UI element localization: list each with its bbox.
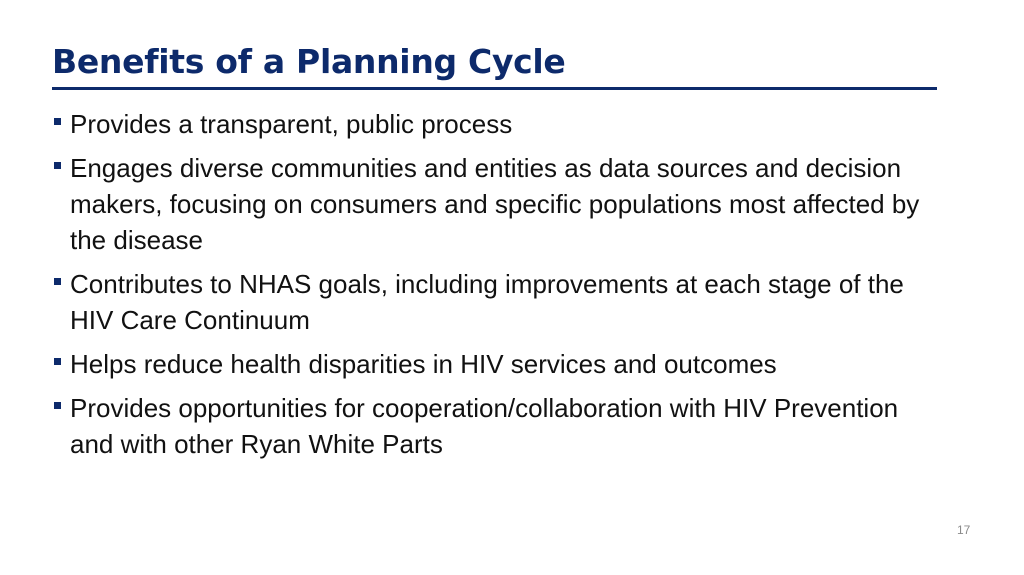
bullet-item (54, 266, 934, 338)
bullet-item (54, 150, 934, 258)
bullet-text: Engages diverse communities and entities as data sources and decision makers, focusing on consumers and specific populations most affected by the disease (70, 153, 920, 255)
bullet-list (54, 106, 934, 470)
bullet-text: Contributes to NHAS goals, including improvements at each stage of the HIV Care Continuum (70, 269, 904, 335)
square-bullet-icon (54, 118, 61, 125)
bullet-item (54, 390, 934, 462)
square-bullet-icon (54, 402, 61, 409)
square-bullet-icon (54, 358, 61, 365)
bullet-text: Provides opportunities for cooperation/collaboration with HIV Prevention and with other Ryan White Parts (70, 393, 899, 459)
bullet-text: Helps reduce health disparities in HIV services and outcomes (70, 349, 777, 379)
bullet-item (54, 346, 934, 382)
title-underline (52, 87, 937, 90)
square-bullet-icon (54, 278, 61, 285)
bullet-text: Provides a transparent, public process (70, 109, 513, 139)
bullet-item (54, 106, 934, 142)
page-number: 17 (957, 523, 971, 537)
square-bullet-icon (54, 162, 61, 169)
slide-title: Benefits of a Planning Cycle (52, 42, 566, 81)
